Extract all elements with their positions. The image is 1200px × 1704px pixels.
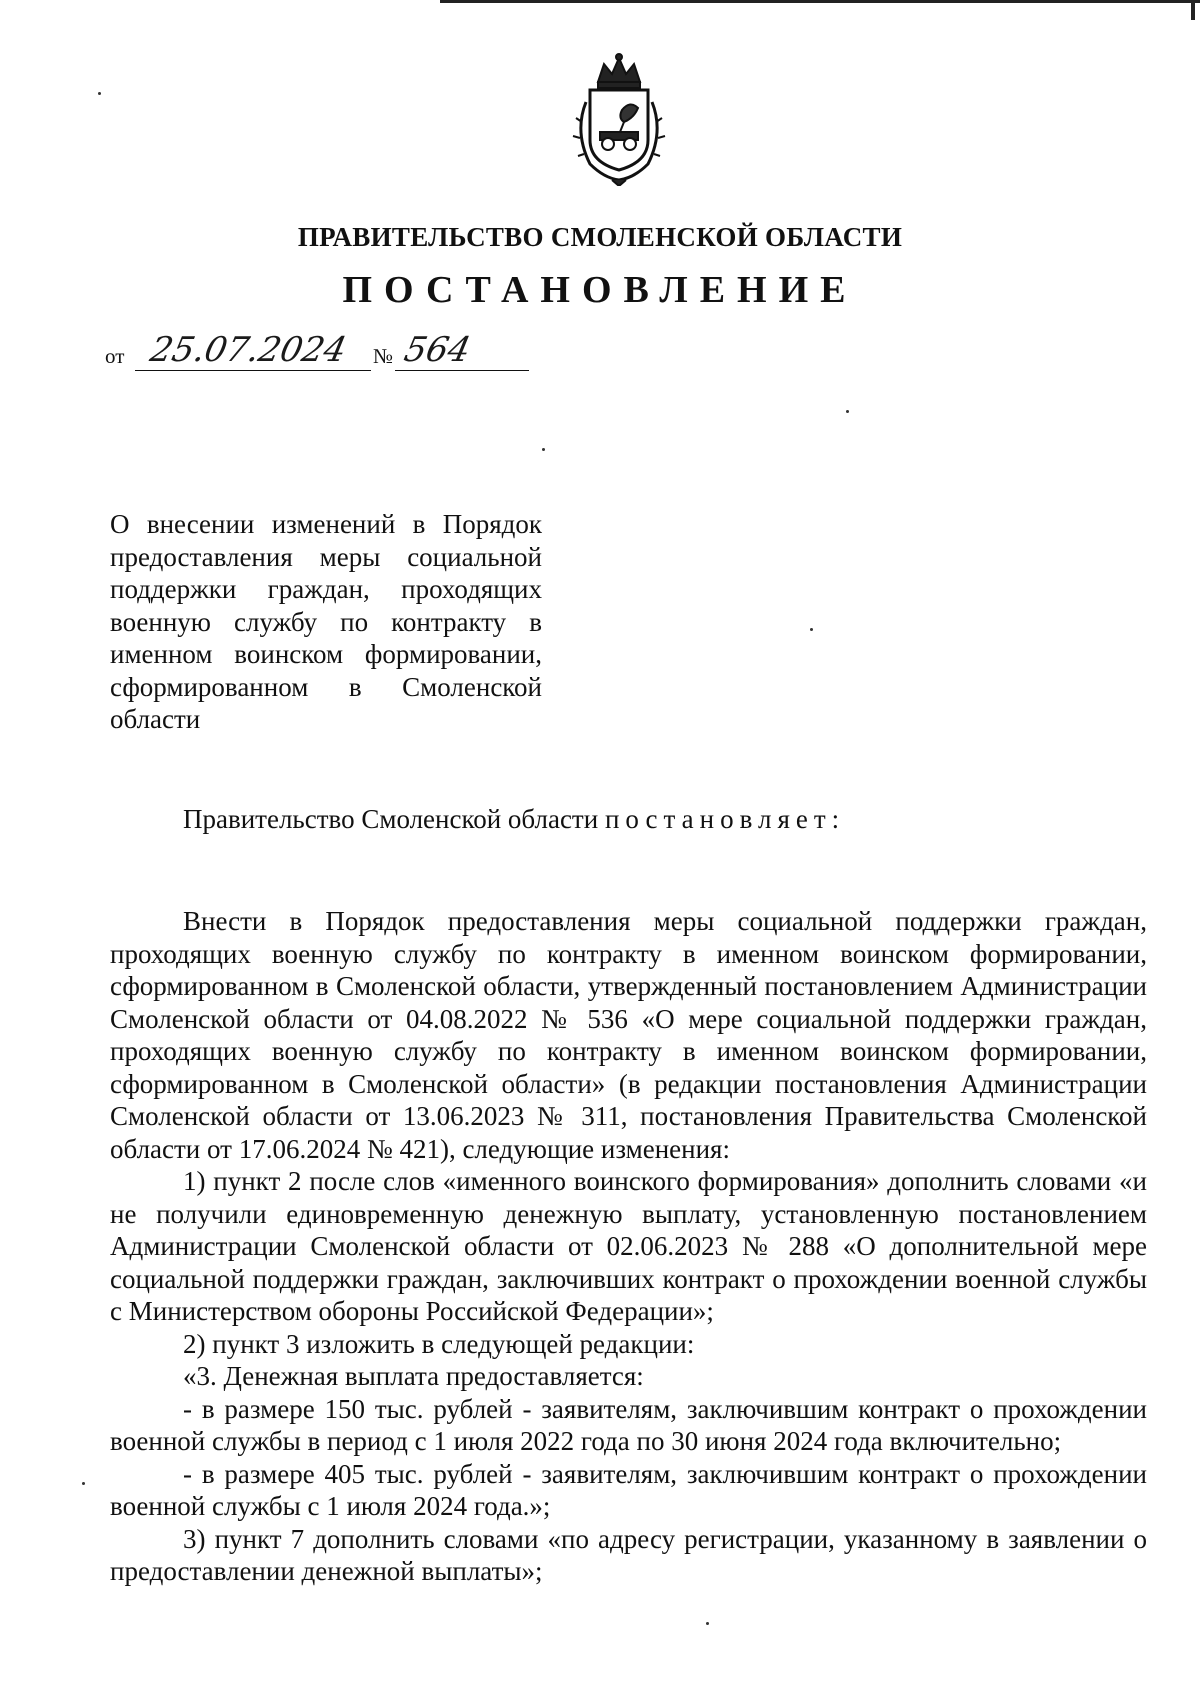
scan-speck [98,92,101,95]
handwritten-date: 25.07.2024 [146,330,350,370]
scan-border-edge [1191,0,1195,20]
scan-speck [706,1622,709,1625]
subject-line: предоставления меры социальной [110,541,542,572]
date-underline [135,370,371,371]
amendment-item-2: 2) пункт 3 изложить в следующей редакции: [183,1328,695,1359]
handwritten-number: 564 [400,330,475,370]
resolution-statement [110,803,1147,836]
amendment-item-3: 3) пункт 7 дополнить словами «по адресу регистрации, указанному в заявлении о предоставлении денежной выплаты»; [110,1523,1147,1586]
document-subject [110,508,542,736]
number-underline [395,370,529,371]
resolution-verb: постановляет: [604,804,846,834]
date-prefix: от [105,344,125,368]
date-number-line [105,330,525,374]
amendment-item-2-bullet: - в размере 150 тыс. рублей - заявителям, заключившим контракт о прохождении военной службы в период с 1 июля 2022 года по 30 июня 2024 года включительно; [110,1393,1147,1456]
subject-line: сформированном в Смоленской [110,671,542,702]
subject-line: поддержки граждан, проходящих [110,574,542,604]
scan-border-line [440,0,1200,3]
subject-line: именном воинском формировании, [110,639,542,669]
coat-of-arms-icon [560,52,678,186]
subject-line: области [110,704,201,734]
subject-line: военную службу по контракту в [110,606,542,637]
body-intro-paragraph: Внести в Порядок предоставления меры социальной поддержки граждан, проходящих военную службу по контракту в именном воинском формировании, сформированном в Смоленской области, утвержденный постановлением Администрации Смоленской области от 04.08.2022 № 536 «О мере социальной поддержки граждан, проходящих военную службу по контракту в именном воинском формировании, сформированном в Смоленской области» (в редакции постановления Администрации Смоленской области от 13.06.2023 № 311, постановления Правительства Смоленской области от 17.06.2024 № 421), следующие изменения: [110,906,1147,1164]
scan-speck [82,1482,85,1485]
number-prefix: № [373,344,394,368]
scan-speck [810,628,813,631]
subject-line: О внесении изменений в Порядок [110,509,542,539]
amendment-item-2-quote: «3. Денежная выплата предоставляется: [183,1361,644,1391]
scan-speck [846,410,849,413]
document-body [110,905,1147,1588]
scan-speck [542,448,545,451]
document-type-heading: ПОСТАНОВЛЕНИЕ [342,269,858,311]
resolution-lead: Правительство Смоленской области [183,804,599,834]
amendment-item-2-bullet: - в размере 405 тыс. рублей - заявителям, заключившим контракт о прохождении военной службы с 1 июля 2024 года.»; [110,1458,1147,1521]
amendment-item-1: 1) пункт 2 после слов «именного воинского формирования» дополнить словами «и не получили единовременную денежную выплату, установленную постановлением Администрации Смоленской области от 02.06.2023 № 288 «О дополнительной мере социальной поддержки граждан, заключивших контракт о прохождении военной службы с Министерством обороны Российской Федерации»; [110,1166,1147,1326]
organization-title: ПРАВИТЕЛЬСТВО СМОЛЕНСКОЙ ОБЛАСТИ [297,222,903,252]
